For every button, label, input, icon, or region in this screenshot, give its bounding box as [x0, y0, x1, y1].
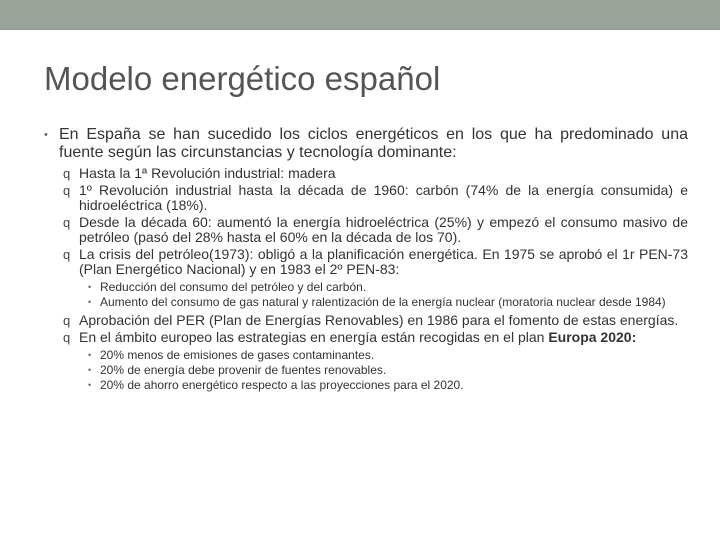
sub-list-item — [88, 379, 688, 392]
bullet-icon: • — [44, 129, 48, 141]
slide-title: Modelo energético español — [44, 60, 441, 97]
sub-list-item — [88, 364, 688, 377]
sub-list-item-text: 20% de energía debe provenir de fuentes renovables. — [100, 363, 387, 377]
list-item — [63, 247, 688, 277]
list-item-text: 1º Revolución industrial hasta la década de 1960: carbón (74% de la energía consumida) e hidroeléctrica (18%). — [79, 182, 688, 213]
bullet-icon: • — [88, 282, 92, 292]
checkbox-bullet-icon: q — [63, 215, 71, 230]
bullet-icon: • — [88, 380, 92, 390]
sub-list-item — [88, 296, 688, 309]
checkbox-bullet-icon: q — [63, 313, 71, 328]
slide-content — [44, 126, 688, 392]
checkbox-bullet-icon: q — [63, 166, 71, 181]
list-item — [63, 330, 688, 345]
europe-2020-label: Europa 2020: — [548, 329, 637, 345]
checkbox-bullet-icon: q — [63, 247, 71, 262]
sub-list-item-text: Reducción del consumo del petróleo y del carbón. — [100, 280, 367, 294]
list-item-text: Aprobación del PER (Plan de Energías Renovables) en 1986 para el fomento de estas energías. — [79, 312, 679, 328]
list-item — [63, 166, 688, 181]
sub-list-item — [88, 349, 688, 362]
sub-list-item-text: 20% de ahorro energético respecto a las proyecciones para el 2020. — [100, 378, 464, 392]
sub-list-item-text: Aumento del consumo de gas natural y ralentización de la energía nuclear (moratoria nuclear desde 1984) — [100, 295, 666, 309]
top-decorative-bar — [0, 0, 720, 30]
checkbox-bullet-icon: q — [63, 183, 71, 198]
list-item — [63, 215, 688, 245]
list-item-text: Hasta la 1ª Revolución industrial: madera — [79, 165, 336, 181]
intro-text: En España se han sucedido los ciclos energéticos en los que ha predominado una fuente según las circunstancias y tecnología dominante: — [59, 126, 688, 161]
sub-list-item — [88, 281, 688, 294]
bullet-icon: • — [88, 365, 92, 375]
list-item — [63, 313, 688, 328]
checkbox-bullet-icon: q — [63, 330, 71, 345]
list-item-text: Desde la década 60: aumentó la energía hidroeléctrica (25%) y empezó el consumo masivo de petróleo (pasó del 28% hasta el 60% en la década de los 70). — [79, 214, 688, 245]
list-item-text: La crisis del petróleo(1973): obligó a la planificación energética. En 1975 se aprobó el 1r PEN-73 (Plan Energético Nacional) y en 1983 el 2º PEN-83: — [79, 246, 688, 277]
list-item-text: En el ámbito europeo las estrategias en energía están recogidas en el plan — [79, 329, 549, 345]
list-item — [63, 183, 688, 213]
bullet-icon: • — [88, 350, 92, 360]
intro-paragraph — [44, 126, 688, 162]
bullet-icon: • — [88, 297, 92, 307]
sub-list-item-text: 20% menos de emisiones de gases contaminantes. — [100, 348, 375, 362]
